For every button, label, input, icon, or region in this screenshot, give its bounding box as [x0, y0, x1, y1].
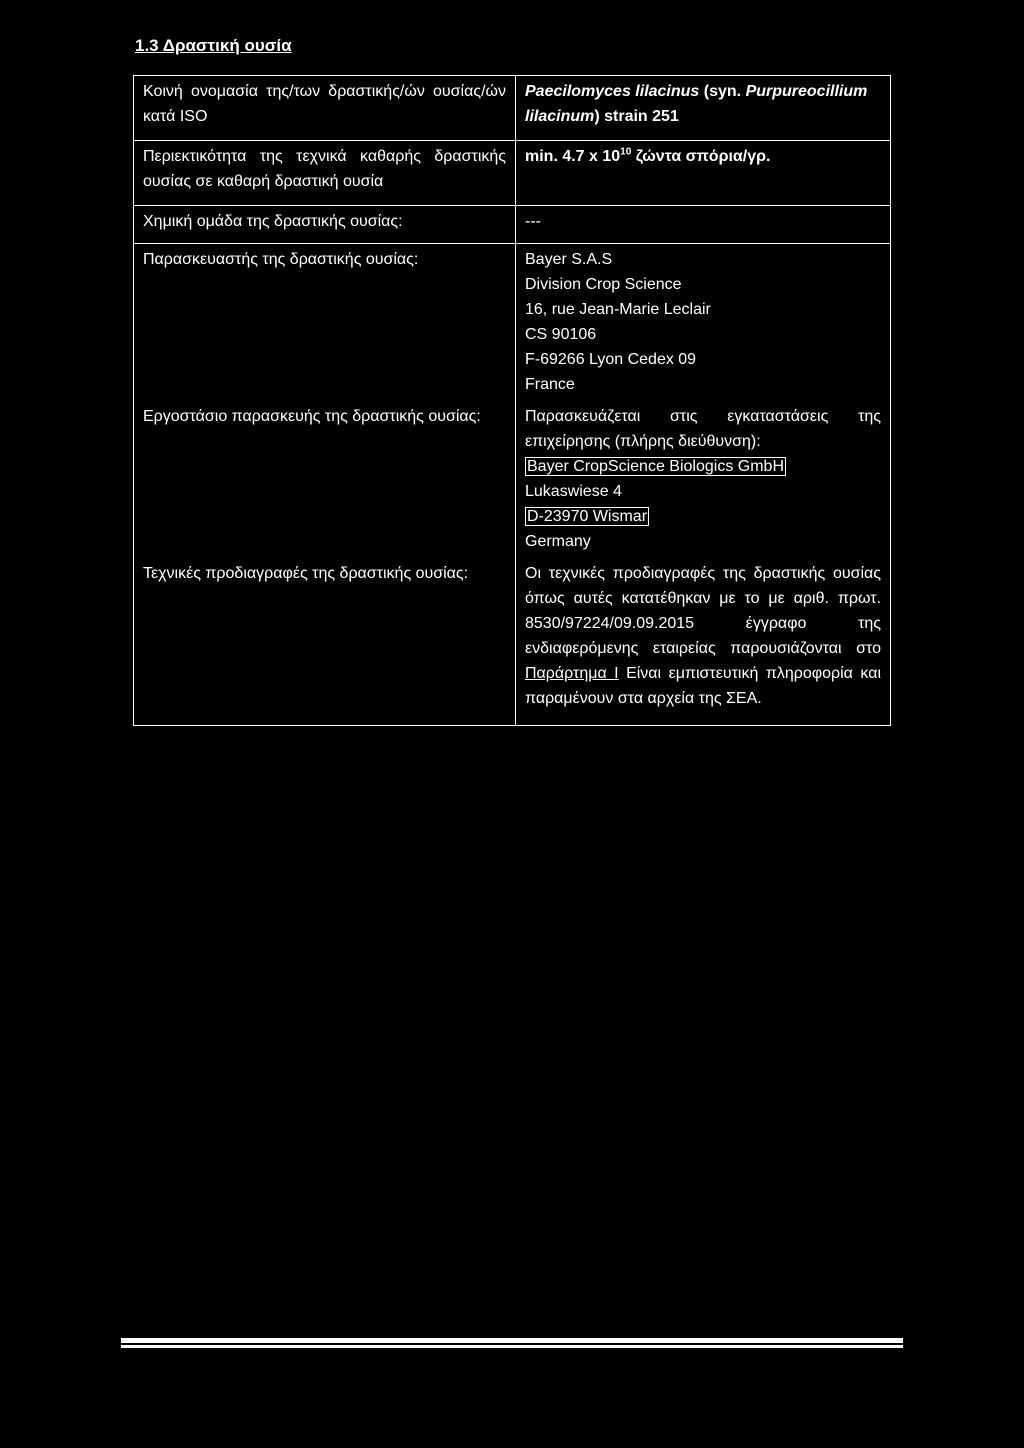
table-row [134, 244, 891, 402]
specs-label: Τεχνικές προδιαγραφές της δραστικής ουσίας: [134, 558, 516, 726]
plant-intro: Παρασκευάζεται στις εγκαταστάσεις της επιχείρησης (πλήρης διεύθυνση): [525, 408, 881, 450]
address-line: France [525, 376, 575, 393]
plant-street: Lukaswiese 4 [525, 483, 622, 500]
table-row [134, 141, 891, 206]
table-row [134, 206, 891, 244]
strain-text: ) strain 251 [594, 108, 679, 125]
address-line: Bayer S.A.S [525, 251, 613, 268]
purity-prefix: min. 4.7 x 10 [525, 148, 621, 165]
plant-company: Bayer CropScience Biologics GmbH [527, 458, 784, 475]
specs-value [516, 558, 891, 726]
plant-country: Germany [525, 533, 591, 550]
synonym-name: Purpureocillium lilacinum [525, 83, 868, 125]
section-title: 1.3 Δραστική ουσία [135, 36, 292, 55]
purity-suffix: ζώντα σπόρια/γρ. [631, 148, 771, 165]
plant-label: Εργοστάσιο παρασκευής της δραστικής ουσίας: [134, 401, 516, 558]
purity-value [516, 141, 891, 206]
address-line: CS 90106 [525, 326, 597, 343]
chemical-group-label: Χημική ομάδα της δραστικής ουσίας: [134, 206, 516, 244]
table-row [134, 76, 891, 141]
table-row [134, 558, 891, 726]
purity-exponent: 10 [620, 146, 632, 158]
specs-text: Οι τεχνικές προδιαγραφές της δραστικής ουσίας όπως αυτές κατατέθηκαν με το με αριθ. πρωτ. 8530/97224/09.09.2015 έγγραφο της ενδιαφερόμενης εταιρείας παρουσιάζονται στο [525, 565, 881, 657]
syn-open: (syn. [699, 83, 746, 100]
active-substance-table [133, 75, 891, 726]
plant-address [516, 401, 891, 558]
address-line: 16, rue Jean-Marie Leclair [525, 301, 711, 318]
purity-label: Περιεκτικότητα της τεχνικά καθαρής δραστικής ουσίας σε καθαρή δραστική ουσία [134, 141, 516, 206]
iso-name-label: Κοινή ονομασία της/των δραστικής/ών ουσίας/ών κατά ISO [134, 76, 516, 141]
table-row [134, 401, 891, 558]
species-name: Paecilomyces lilacinus [525, 83, 700, 100]
plant-city: D-23970 Wismar [527, 508, 648, 525]
manufacturer-label: Παρασκευαστής της δραστικής ουσίας: [134, 244, 516, 402]
chemical-group-value: --- [516, 206, 891, 244]
iso-name-value [516, 76, 891, 141]
address-line: Division Crop Science [525, 276, 682, 293]
footer-rule [121, 1338, 903, 1345]
specs-text-end: Είναι εμπιστευτική πληροφορία και παραμένουν στα αρχεία της ΣΕΑ. [525, 665, 881, 707]
manufacturer-address [516, 244, 891, 402]
address-line: F-69266 Lyon Cedex 09 [525, 351, 697, 368]
annex-link[interactable]: Παράρτημα I [525, 665, 619, 682]
